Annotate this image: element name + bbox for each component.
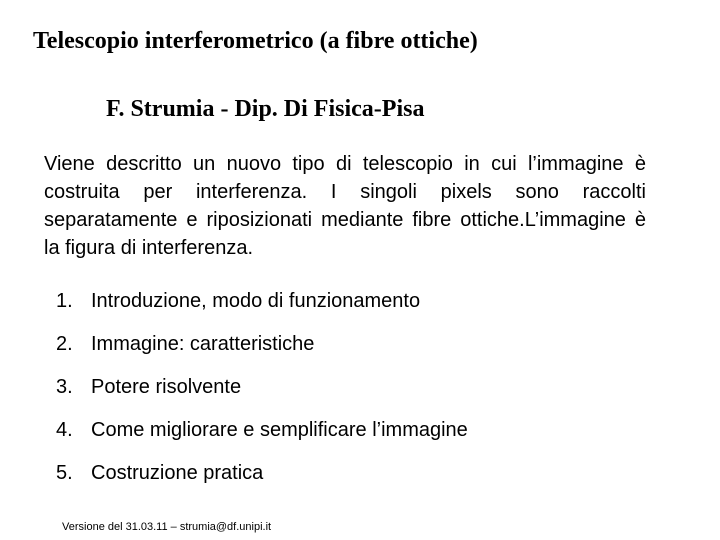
outline-item-number: 1. — [56, 290, 73, 312]
outline-item — [56, 459, 468, 502]
outline-item-label: Costruzione pratica — [91, 462, 264, 484]
outline-item — [56, 330, 468, 373]
outline-item-label: Potere risolvente — [91, 376, 242, 398]
outline-item-number: 2. — [56, 333, 73, 355]
outline-item — [56, 373, 468, 416]
outline-item-number: 5. — [56, 462, 73, 484]
outline-item-number: 4. — [56, 419, 73, 441]
outline-item-label: Come migliorare e semplificare l’immagine — [91, 419, 468, 441]
version-footer: Versione del 31.03.11 – strumia@df.unipi.it — [62, 521, 272, 533]
outline-item-label: Immagine: caratteristiche — [91, 333, 315, 355]
outline-item-number: 3. — [56, 376, 73, 398]
slide-title: Telescopio interferometrico (a fibre ottiche) — [33, 28, 478, 54]
outline-item-label: Introduzione, modo di funzionamento — [91, 290, 421, 312]
outline-item — [56, 287, 468, 330]
outline-list — [56, 287, 468, 502]
author-line: F. Strumia - Dip. Di Fisica-Pisa — [106, 96, 425, 122]
abstract-paragraph: Viene descritto un nuovo tipo di telescopio in cui l’immagine è costruita per interferenza. I singoli pixels sono raccolti separatamente e riposizionati mediante fibre ottiche.L’immagine è la figura di interferenza. — [44, 153, 646, 259]
outline-item — [56, 416, 468, 459]
